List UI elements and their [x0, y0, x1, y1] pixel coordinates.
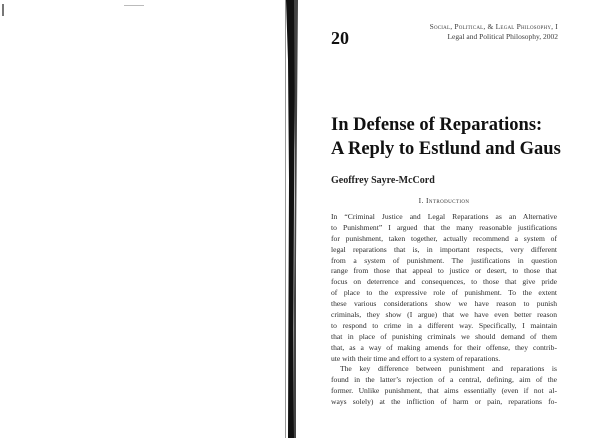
- running-head-series: Social, Political, & Legal Philosophy, I: [429, 22, 558, 31]
- text-line: for punishment, taken together, actually recommend a system of: [331, 233, 557, 243]
- text-line: criminals, they show (I argue) that we have even better reason: [331, 310, 557, 320]
- author-name: Geoffrey Sayre-McCord: [331, 175, 435, 186]
- text-line: these various considerations show we have reason to punish: [331, 299, 557, 309]
- text-line: focus on deterrence and consequences, to those that give pride: [331, 277, 557, 287]
- page-number: 20: [331, 28, 349, 48]
- left-blank-page: [0, 0, 288, 438]
- article-title-line: A Reply to Estlund and Gaus: [331, 139, 561, 159]
- article-title-line: In Defense of Reparations:: [331, 115, 543, 135]
- text-line: from a system of punishment. The justifications in question: [331, 255, 557, 265]
- scan-artifact-mark: [124, 5, 144, 6]
- text-line: that, as a way of making amends for their offense, they contrib-: [331, 342, 557, 352]
- text-line: ute with their time and effort to a system of reparations.: [331, 353, 501, 363]
- book-gutter-shadow: [282, 0, 300, 438]
- running-head-volume: Legal and Political Philosophy, 2002: [447, 32, 558, 41]
- text-line: ways solely) at the infliction of harm or pain, reparations fo-: [331, 397, 557, 407]
- text-line: found in the latter’s rejection of a central, defining, aim of the: [331, 375, 557, 385]
- article-title: [331, 113, 561, 161]
- text-line: to respond to crime in a different way. Specifically, I maintain: [331, 320, 557, 330]
- running-head: [400, 22, 558, 42]
- text-line: that in place of punishing criminals we should demand of them: [331, 331, 557, 341]
- scan-artifact-mark: [2, 4, 4, 16]
- text-line: of place to the expressive role of punishment. To the extent: [331, 288, 557, 298]
- text-line: to Punishment” I argued that the many reasonable justifications: [331, 222, 557, 232]
- text-line: former. Unlike punishment, that aims essentially (even if not al-: [331, 386, 557, 396]
- text-line: legal reparations that is, in important respects, very different: [331, 244, 557, 254]
- section-heading: I. Introduction: [418, 196, 470, 205]
- text-line: The key difference between punishment and reparations is: [340, 364, 557, 374]
- text-line: range from those that appeal to justice or desert, to those that: [331, 266, 557, 276]
- text-line: In “Criminal Justice and Legal Reparations as an Alternative: [331, 212, 557, 221]
- body-text: [331, 212, 557, 408]
